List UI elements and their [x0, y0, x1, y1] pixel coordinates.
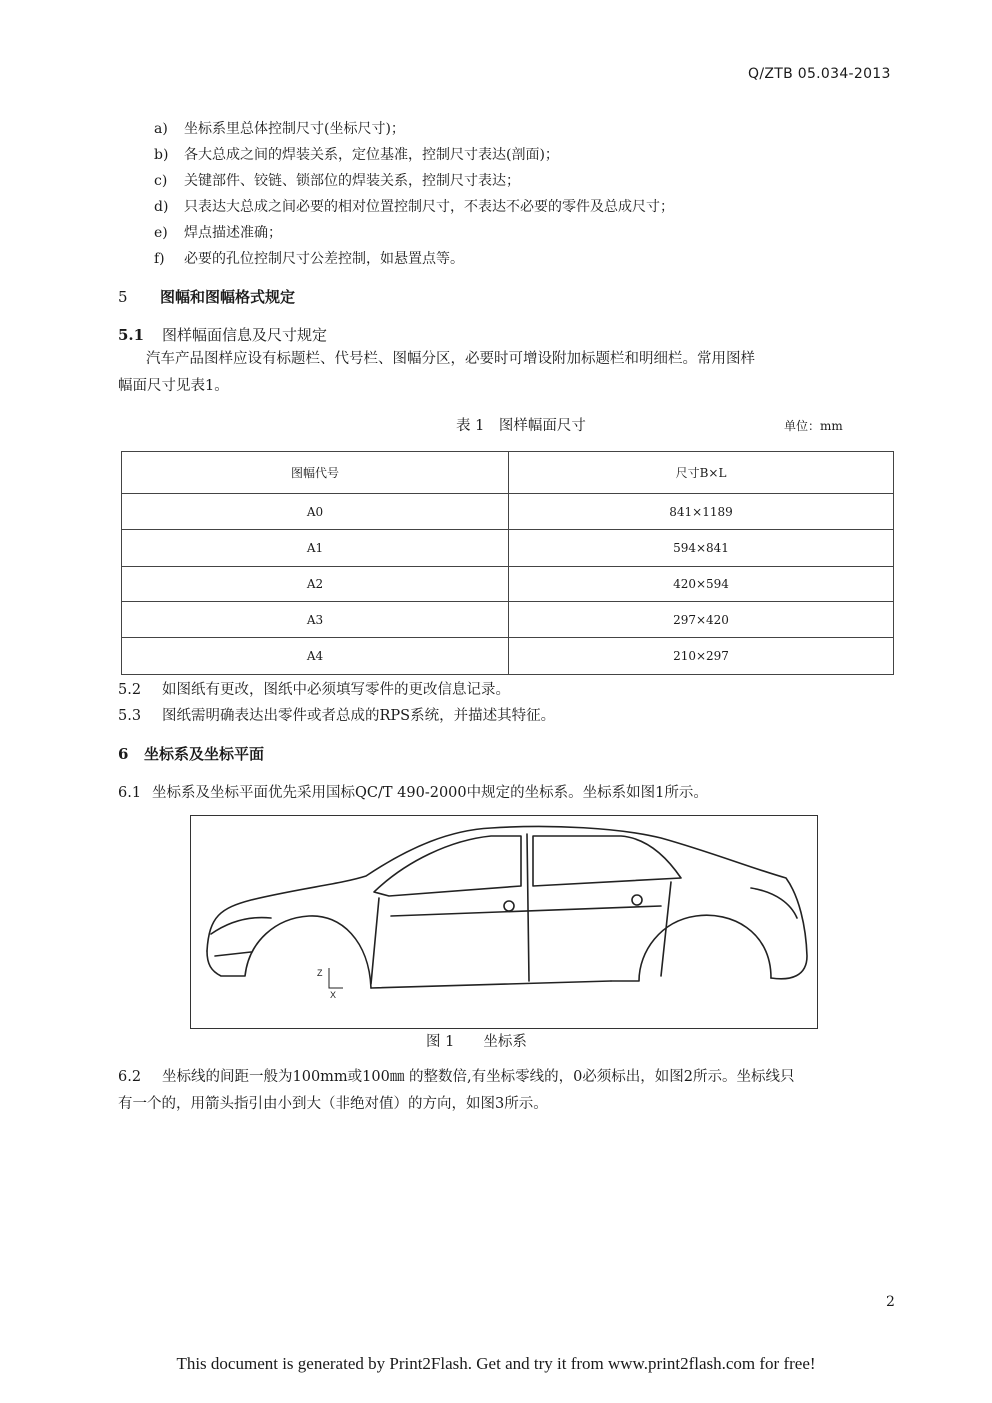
section-title: 坐标系及坐标平面 — [144, 745, 265, 763]
table-cell: A4 — [122, 638, 509, 675]
section-number: 5 — [118, 288, 128, 306]
list-item-key: f) — [154, 251, 165, 267]
requirements-list — [154, 116, 674, 272]
car-outline-drawing — [191, 816, 817, 1028]
paragraph-line — [118, 1064, 898, 1091]
section-number: 6.1 — [118, 785, 142, 801]
axis-indicator — [329, 968, 343, 988]
section-number: 6.2 — [118, 1069, 142, 1085]
section-6-2 — [118, 1064, 898, 1118]
document-code-header: Q/ZTB 05.034-2013 — [748, 66, 891, 82]
section-5-1-paragraph — [118, 346, 898, 400]
paragraph-line: 有一个的，用箭头指引由小到大（非绝对值）的方向，如图3所示。 — [118, 1096, 548, 1112]
list-item — [154, 194, 674, 220]
section-text: 如图纸有更改，图纸中必须填写零件的更改信息记录。 — [162, 682, 510, 698]
axis-x-label: X — [330, 990, 337, 1000]
list-item-key: d) — [154, 199, 169, 215]
section-text: 坐标线的间距一般为100mm或100㎜ 的整数倍,有坐标零线的，0必须标出，如图2所示。坐标线只 — [162, 1069, 795, 1085]
section-5-3 — [118, 704, 555, 725]
section-text: 坐标系及坐标平面优先采用国标QC/T 490-2000中规定的坐标系。坐标系如图1所示。 — [152, 785, 708, 801]
table-cell: 841×1189 — [509, 494, 894, 530]
table-row — [122, 567, 894, 602]
table-row — [122, 602, 894, 638]
table-cell: 594×841 — [509, 530, 894, 567]
table-header-cell: 尺寸B×L — [509, 452, 894, 494]
list-item-key: e) — [154, 225, 168, 241]
list-item-text: 关键部件、铰链、锁部位的焊装关系，控制尺寸表达； — [184, 173, 520, 189]
table-header-row — [122, 452, 894, 494]
section-5-2 — [118, 678, 510, 699]
list-item — [154, 246, 674, 272]
table-1-caption: 表 1 图样幅面尺寸 — [456, 418, 586, 434]
table-cell: A1 — [122, 530, 509, 567]
list-item-text: 各大总成之间的焊装关系，定位基准，控制尺寸表达(剖面)； — [184, 147, 559, 163]
table-cell: A3 — [122, 602, 509, 638]
list-item-text: 焊点描述准确； — [184, 225, 282, 241]
paragraph-line: 幅面尺寸见表1。 — [118, 378, 229, 394]
list-item — [154, 142, 674, 168]
paper-size-table — [121, 451, 894, 675]
print2flash-footer: This document is generated by Print2Flash. Get and try it from www.print2flash.com for free! — [176, 1354, 816, 1373]
section-6-1 — [118, 781, 708, 802]
table-row — [122, 494, 894, 530]
section-title: 图幅和图幅格式规定 — [160, 288, 296, 306]
figure-1-caption: 图 1 坐标系 — [426, 1034, 527, 1050]
table-cell: 420×594 — [509, 567, 894, 602]
section-number: 6 — [118, 745, 129, 763]
list-item-text: 坐标系里总体控制尺寸(坐标尺寸)； — [184, 121, 405, 137]
page-number: 2 — [886, 1294, 895, 1310]
section-number: 5.2 — [118, 682, 142, 698]
paragraph-line: 汽车产品图样应设有标题栏、代号栏、图幅分区，必要时可增设附加标题栏和明细栏。常用图样 — [146, 351, 755, 367]
table-row — [122, 638, 894, 675]
section-title: 图样幅面信息及尺寸规定 — [162, 326, 328, 344]
list-item-text: 必要的孔位控制尺寸公差控制，如悬置点等。 — [184, 251, 464, 267]
figure-1-car-coordinate-system — [190, 815, 818, 1029]
list-item — [154, 116, 674, 142]
list-item-key: b) — [154, 147, 169, 163]
list-item-key: a) — [154, 121, 168, 137]
axis-z-label: Z — [317, 968, 323, 978]
table-header-cell: 图幅代号 — [122, 452, 509, 494]
table-cell: A2 — [122, 567, 509, 602]
table-1-unit: 单位：mm — [784, 419, 843, 433]
section-6-heading — [118, 743, 264, 764]
section-number: 5.1 — [118, 326, 145, 344]
table-row — [122, 530, 894, 567]
table-cell: 297×420 — [509, 602, 894, 638]
section-text: 图纸需明确表达出零件或者总成的RPS系统，并描述其特征。 — [162, 708, 556, 724]
section-number: 5.3 — [118, 708, 142, 724]
list-item — [154, 220, 674, 246]
list-item — [154, 168, 674, 194]
table-cell: 210×297 — [509, 638, 894, 675]
list-item-text: 只表达大总成之间必要的相对位置控制尺寸，不表达不必要的零件及总成尺寸； — [184, 199, 674, 215]
section-5-heading — [118, 286, 295, 307]
table-cell: A0 — [122, 494, 509, 530]
list-item-key: c) — [154, 173, 168, 189]
section-5-1-heading — [118, 324, 327, 345]
